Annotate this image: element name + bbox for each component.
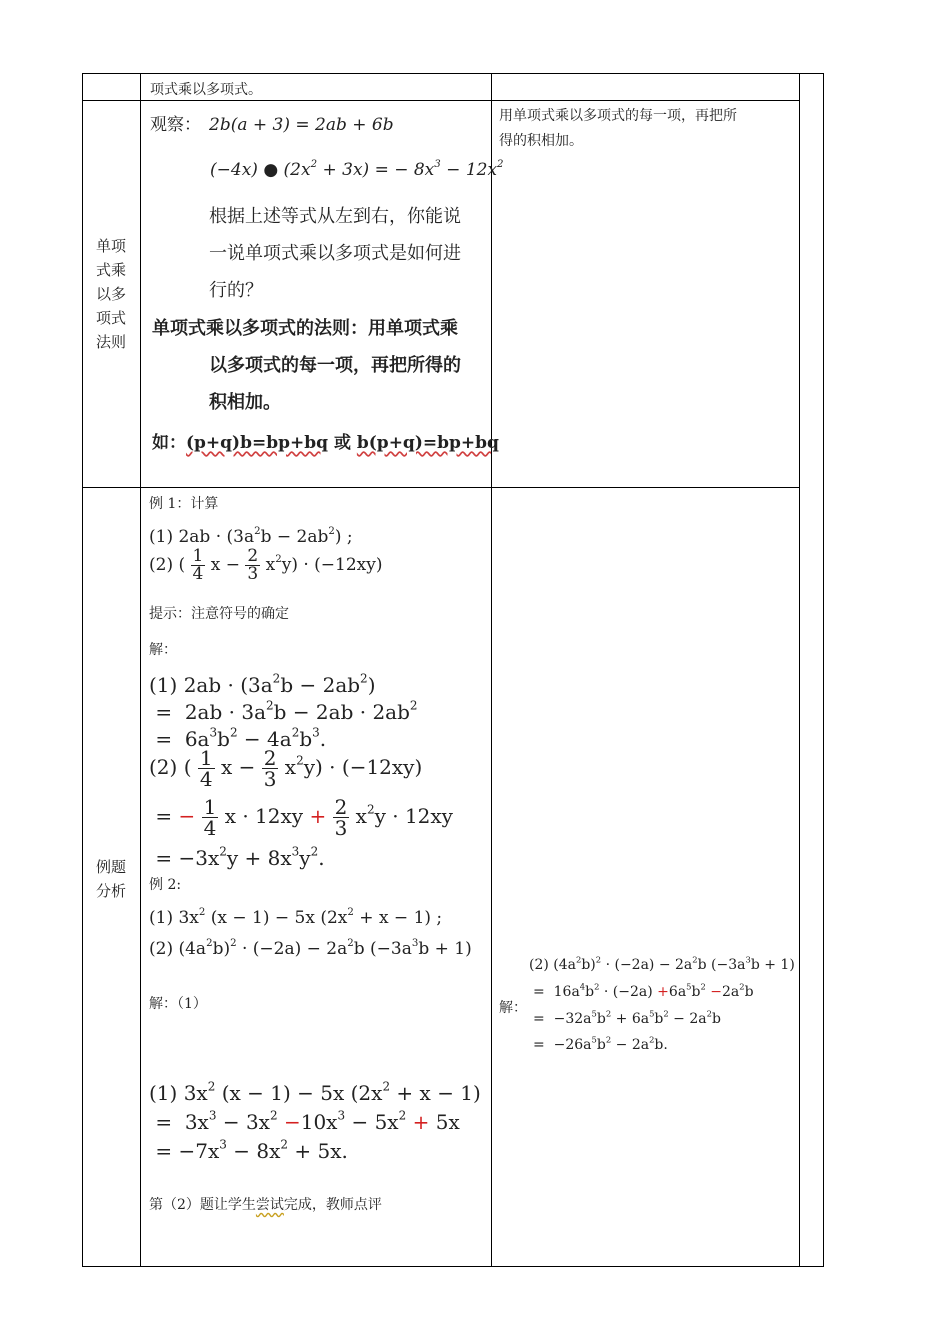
table-right-border bbox=[823, 73, 824, 1267]
observe-label: 观察： bbox=[150, 115, 201, 135]
observe-block bbox=[150, 110, 394, 135]
example-1-title: 例 1：计算 bbox=[149, 496, 219, 512]
col3-divider bbox=[799, 73, 800, 1267]
example-2-solution-line-3: = $-7x^3 - 8x^2 + 5x$. bbox=[149, 1137, 348, 1163]
equation-1: 2b(a + 3) = 2ab + 6b bbox=[209, 115, 394, 135]
solution-2-line-3: = $-3x^2y + 8x^3y^2$. bbox=[149, 844, 325, 870]
hint-text: 提示：注意符号的确定 bbox=[149, 606, 289, 622]
right-solution-line-1: (2) $(4a^2b)^2 \cdot (-2a) - 2a^2b$ $(-3a^3b + 1)$ bbox=[529, 954, 795, 973]
table-bottom-border bbox=[82, 1266, 824, 1267]
question-text: 根据上述等式从左到右，你能说 一说单项式乘以多项式是如何进 行的？ bbox=[209, 206, 461, 301]
right-note: 用单项式乘以多项式的每一项，再把所 得的积相加。 bbox=[499, 108, 737, 149]
example-2-solution-line-1: (1) $3x^2$ (x − 1) − 5x $(2x^2 + x - 1)$ bbox=[149, 1079, 481, 1105]
right-solve-label: 解： bbox=[499, 1000, 527, 1016]
final-note: 第（2）题让学生尝试完成，教师点评 bbox=[149, 1197, 382, 1213]
solution-2-line-1: (2) ( $\frac{1}{4}$ x − $\frac{2}{3}$ $x^2y) \cdot (-12xy)$ bbox=[149, 746, 423, 791]
right-solution-line-2: = $16a^4b^2 \cdot (-2a) +6a^5b^2 -2a^2b$ bbox=[533, 981, 754, 1000]
example-section-label: 例题 分析 bbox=[95, 858, 126, 900]
rule-text: 单项式乘以多项式的法则：用单项式乘 以多项式的每一项，再把所得的 积相加。 bbox=[152, 318, 461, 413]
col1-divider bbox=[140, 73, 141, 1267]
solution-2-line-2: = − $\frac{1}{4}$ x · 12xy + $\frac{2}{3}$ $x^2y \cdot 12xy$ bbox=[149, 795, 453, 840]
right-solution-line-4: = $-26a^5b^2 - 2a^2b$. bbox=[533, 1034, 668, 1053]
solve-2-label: 解：（1） bbox=[149, 996, 207, 1012]
example-2-title: 例 2: bbox=[149, 877, 182, 893]
row1-bottom-border bbox=[82, 100, 799, 101]
solution-1-line-2: = $2ab \cdot 3a^2b - 2ab \cdot 2ab^2$ bbox=[149, 698, 418, 724]
table-left-border bbox=[82, 73, 83, 1267]
example-2-problem-2: (2) $(4a^2b)^2 \cdot (-2a) - 2a^2b$ $(-3a^3b + 1)$ bbox=[149, 937, 472, 959]
example-2-solution-line-2: = $3x^3 - 3x^2 -10x^3 - 5x^2 + 5x$ bbox=[149, 1108, 460, 1134]
right-solution-line-3: = $-32a^5b^2 + 6a^5b^2 - 2a^2b$ bbox=[533, 1008, 721, 1027]
solution-1-line-1: (1) $2ab \cdot (3a^2b - 2ab^2)$ bbox=[149, 671, 376, 697]
table-top-border bbox=[82, 73, 824, 74]
example-2-problem-1: (1) $3x^2$ (x − 1) − 5x $(2x^2 + x - 1)$ ; bbox=[149, 906, 443, 928]
rule-example: 如：(p+q)b=bp+bq 或 b(p+q)=bp+bq bbox=[152, 433, 499, 453]
row1-text: 项式乘以多项式。 bbox=[150, 82, 262, 98]
solve-label: 解： bbox=[149, 642, 177, 658]
example-1-problem-2: (2) ( $\frac{1}{4}$ x − $\frac{2}{3}$ $x^2y) \cdot (-12xy)$ bbox=[149, 546, 383, 584]
solution-1-line-3: = $6a^3b^2 - 4a^2b^3$. bbox=[149, 725, 327, 751]
example-1-problem-1: (1) $2ab \cdot (3a^2b - 2ab^2)$ ; bbox=[149, 525, 353, 547]
equation-2: (−4x) ● $(2x^2 + 3x)$ = − $8x^3 - 12x^2$ bbox=[210, 158, 504, 180]
col2-divider bbox=[491, 73, 492, 1267]
rule-section-label: 单项 式乘 以多 项式 法则 bbox=[95, 237, 126, 351]
row2-bottom-border bbox=[82, 487, 799, 488]
